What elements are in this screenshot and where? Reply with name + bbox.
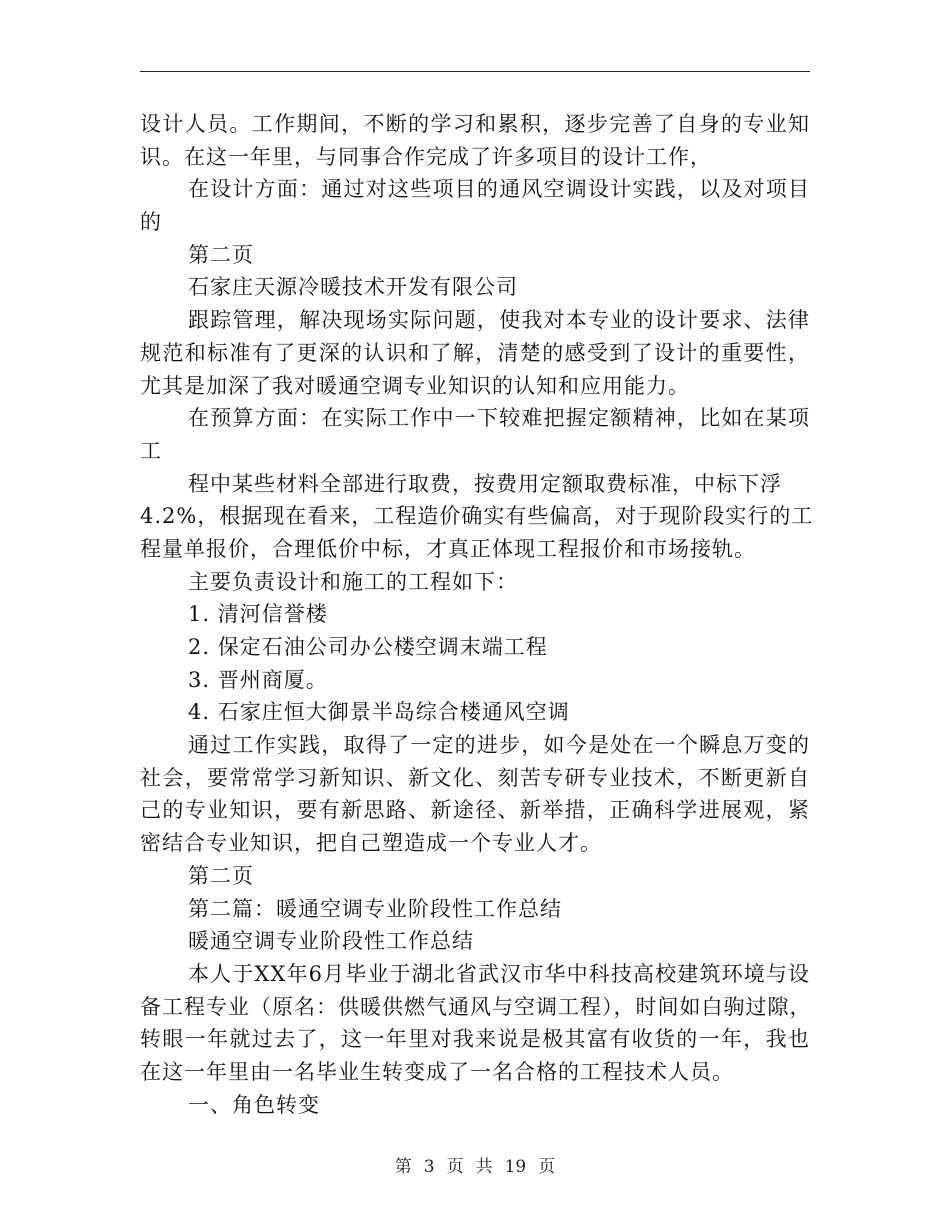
footer-current-page: 3	[423, 1157, 435, 1177]
text-line: 转眼一年就过去了，这一年里对我来说是极其富有收货的一年，我也	[140, 1027, 810, 1052]
text-line: 第二页	[188, 863, 254, 888]
text-line: 程中某些材料全部进行取费，按费用定额取费标准，中标下浮	[188, 471, 782, 496]
footer-label-gong: 共	[475, 1157, 493, 1177]
text-line: 程量单报价，合理低价中标，才真正体现工程报价和市场接轨。	[140, 536, 756, 561]
text-line: 的	[140, 210, 162, 235]
text-line: 工	[140, 438, 162, 463]
text-line: 第二页	[188, 242, 254, 267]
page-footer	[0, 1152, 950, 1177]
text-line: 备工程专业（原名：供暖供燃气通风与空调工程），时间如白驹过隙，	[140, 994, 812, 1019]
text-line: 暖通空调专业阶段性工作总结	[188, 929, 474, 954]
text-line: 1. 清河信誉楼	[188, 602, 328, 627]
text-line: 规范和标准有了更深的认识和了解，清楚的感受到了设计的重要性，	[140, 340, 810, 365]
text-line: 社会，要常常学习新知识、新文化、刻苦专研专业技术，不断更新自	[140, 765, 810, 790]
text-line: 第二篇：暖通空调专业阶段性工作总结	[188, 896, 562, 921]
footer-label-di: 第	[394, 1157, 412, 1177]
text-line: 4. 石家庄恒大御景半岛综合楼通风空调	[188, 700, 570, 725]
text-line: 在预算方面：在实际工作中一下较难把握定额精神，比如在某项	[188, 406, 810, 431]
text-line: 主要负责设计和施工的工程如下：	[188, 569, 518, 594]
text-line: 2. 保定石油公司办公楼空调末端工程	[188, 635, 548, 659]
text-line: 跟踪管理，解决现场实际问题，使我对本专业的设计要求、法律	[188, 308, 810, 333]
text-line: 密结合专业知识，把自己塑造成一个专业人才。	[140, 831, 602, 856]
text-line: 在设计方面：通过对这些项目的通风空调设计实践，以及对项目	[188, 177, 810, 202]
header-rule	[140, 71, 810, 72]
text-line: 己的专业知识，要有新思路、新途径、新举措，正确科学进展观，紧	[140, 798, 810, 823]
text-line: 识。在这一年里，与同事合作完成了许多项目的设计工作，	[140, 144, 712, 169]
document-body	[140, 108, 814, 1121]
text-line: 一、角色转变	[188, 1092, 320, 1117]
text-line: 4.2%，根据现在看来，工程造价确实有些偏高，对于现阶段实行的工	[140, 504, 814, 529]
text-line: 石家庄天源冷暖技术开发有限公司	[188, 275, 518, 300]
text-line: 3. 晋州商厦。	[188, 667, 328, 692]
text-line: 通过工作实践，取得了一定的进步，如今是处在一个瞬息万变的	[188, 733, 810, 758]
footer-label-ye2: 页	[538, 1157, 556, 1177]
footer-label-ye: 页	[446, 1157, 464, 1177]
text-line: 尤其是加深了我对暖通空调专业知识的认知和应用能力。	[140, 373, 690, 398]
text-line: 本人于XX年6月毕业于湖北省武汉市华中科技高校建筑环境与设	[188, 961, 810, 986]
text-line: 设计人员。工作期间，不断的学习和累积，逐步完善了自身的专业知	[140, 112, 810, 136]
footer-total-pages: 19	[504, 1157, 527, 1177]
text-line: 在这一年里由一名毕业生转变成了一名合格的工程技术人员。	[140, 1059, 734, 1084]
